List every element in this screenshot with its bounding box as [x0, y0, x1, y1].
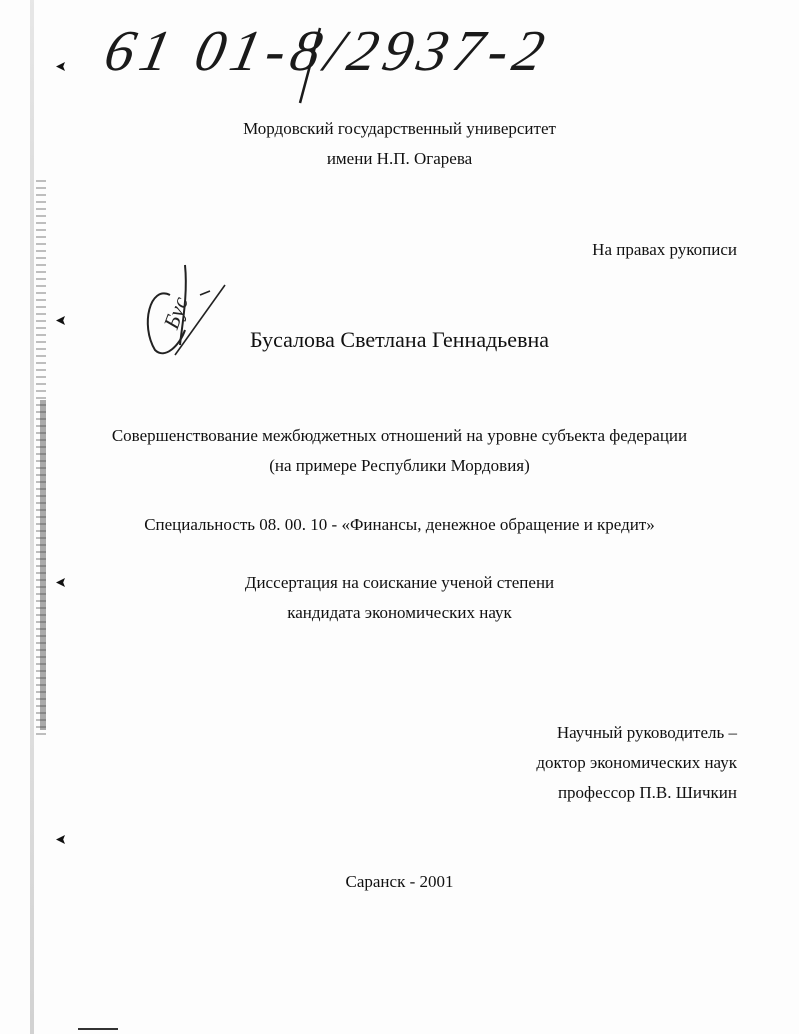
supervisor-degree: доктор экономических наук	[536, 753, 737, 772]
supervisor-role: Научный руководитель –	[556, 723, 737, 742]
author-name: Бусалова Светлана Геннадьевна	[250, 327, 549, 352]
signature-text: Бус	[158, 293, 193, 333]
manuscript-rights-label: На правах рукописи	[592, 240, 737, 259]
handwritten-archive-code	[95, 8, 635, 108]
supervisor-name: профессор П.В. Шичкин	[557, 783, 737, 802]
dissertation-title-line1: Совершенствование межбюджетных отношений на уровне субъекта федерации	[111, 426, 688, 445]
archive-code-text: 61 01-8/2937-2	[99, 18, 556, 83]
degree-line1: Диссертация на соискание ученой степени	[244, 573, 555, 592]
binding-mark	[56, 316, 65, 325]
specialty-line: Специальность 08. 00. 10 - «Финансы, денежное обращение и кредит»	[144, 515, 655, 534]
binding-mark	[56, 835, 65, 844]
scan-edge-line	[78, 1028, 118, 1030]
university-name: Мордовский государственный университет	[243, 119, 556, 138]
dissertation-title-line2: (на примере Республики Мордовия)	[269, 456, 530, 475]
binding-shadow	[40, 400, 46, 730]
binding-mark	[56, 62, 65, 71]
city-year: Саранск - 2001	[345, 872, 454, 891]
degree-line2: кандидата экономических наук	[287, 603, 512, 622]
university-honorific: имени Н.П. Огарева	[326, 149, 473, 168]
